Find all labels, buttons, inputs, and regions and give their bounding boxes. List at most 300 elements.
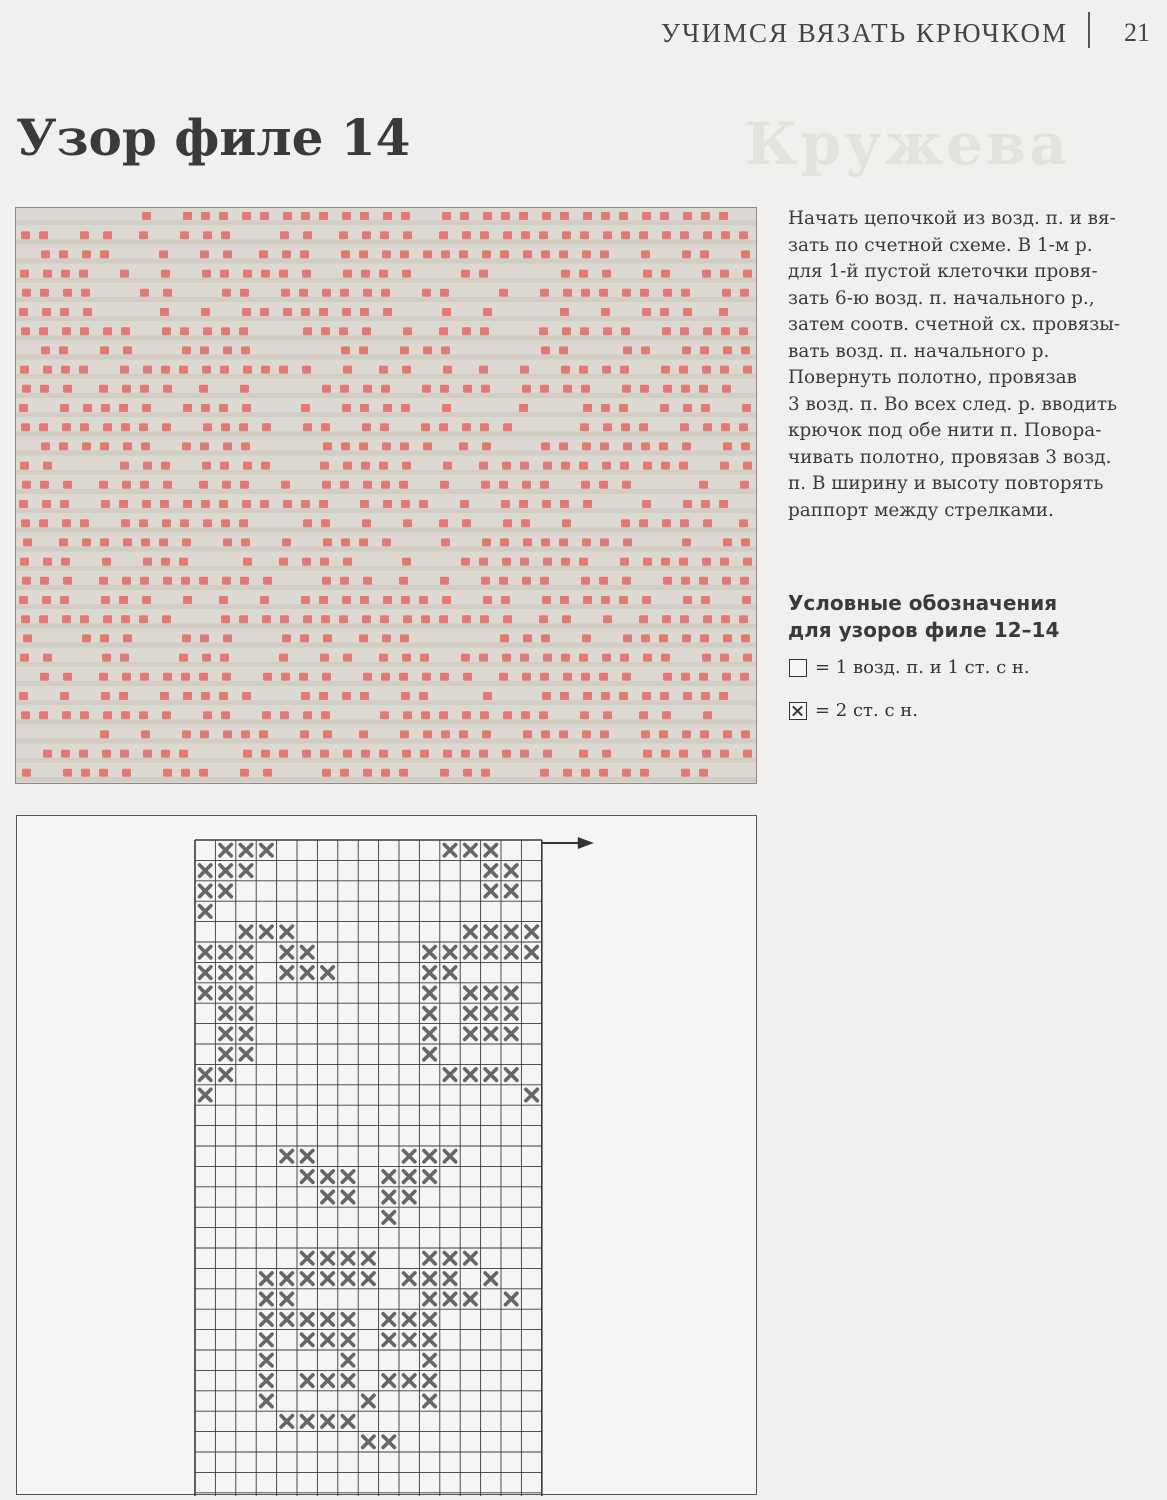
mesh-hole: [43, 558, 52, 566]
cross-mark: [363, 1273, 374, 1284]
cross-mark: [200, 967, 211, 978]
mesh-hole: [101, 500, 110, 508]
mesh-hole: [322, 481, 331, 489]
mesh-hole: [482, 250, 491, 258]
mesh-hole: [40, 577, 49, 585]
mesh-hole: [581, 289, 590, 297]
page-title: Узор филе 14: [16, 108, 411, 167]
mesh-hole: [143, 366, 152, 374]
mesh-hole: [380, 615, 389, 623]
thread-band: [16, 719, 756, 724]
mesh-hole: [559, 538, 568, 546]
mesh-hole: [583, 596, 592, 604]
cross-mark: [424, 987, 435, 998]
mesh-hole: [542, 596, 551, 604]
mesh-hole: [419, 692, 428, 700]
mesh-hole: [101, 596, 110, 604]
mesh-hole: [602, 750, 611, 758]
cross-mark: [404, 1273, 415, 1284]
mesh-hole: [603, 231, 612, 239]
mesh-hole: [580, 327, 589, 335]
mesh-hole: [240, 385, 249, 393]
mesh-hole: [563, 673, 572, 681]
mesh-hole: [320, 750, 329, 758]
mesh-hole: [383, 404, 392, 412]
mesh-hole: [361, 750, 370, 758]
cross-mark: [302, 1171, 313, 1182]
mesh-hole: [663, 577, 672, 585]
mesh-hole: [63, 577, 72, 585]
mesh-hole: [579, 558, 588, 566]
mesh-hole: [682, 250, 691, 258]
mesh-hole: [719, 500, 728, 508]
mesh-hole: [319, 596, 328, 604]
mesh-hole: [321, 711, 330, 719]
mesh-hole: [461, 750, 470, 758]
mesh-hole: [659, 634, 668, 642]
mesh-hole: [683, 308, 692, 316]
cross-mark: [506, 1028, 517, 1039]
mesh-hole: [622, 481, 631, 489]
cross-mark: [526, 1089, 537, 1100]
mesh-hole: [442, 212, 451, 220]
mesh-hole: [83, 308, 92, 316]
mesh-hole: [499, 577, 508, 585]
mesh-hole: [19, 308, 28, 316]
mesh-hole: [463, 673, 472, 681]
mesh-hole: [483, 212, 492, 220]
mesh-hole: [600, 442, 609, 450]
mesh-hole: [319, 212, 328, 220]
mesh-hole: [641, 634, 650, 642]
mesh-hole: [101, 404, 110, 412]
mesh-hole: [601, 308, 610, 316]
mesh-hole: [559, 730, 568, 738]
mesh-hole: [723, 538, 732, 546]
mesh-hole: [459, 442, 468, 450]
mesh-hole: [283, 212, 292, 220]
mesh-hole: [441, 538, 450, 546]
mesh-hole: [739, 423, 748, 431]
mesh-hole: [239, 423, 248, 431]
mesh-hole: [523, 634, 532, 642]
mesh-hole: [220, 654, 229, 662]
mesh-hole: [723, 634, 732, 642]
mesh-hole: [482, 730, 491, 738]
mesh-hole: [59, 346, 68, 354]
mesh-hole: [661, 366, 670, 374]
mesh-hole: [501, 596, 510, 604]
cross-mark: [322, 1273, 333, 1284]
mesh-hole: [403, 711, 412, 719]
mesh-hole: [581, 769, 590, 777]
mesh-hole: [703, 423, 712, 431]
mesh-hole: [600, 730, 609, 738]
mesh-hole: [642, 500, 651, 508]
mesh-hole: [679, 558, 688, 566]
mesh-hole: [462, 231, 471, 239]
mesh-hole: [743, 462, 752, 470]
cross-mark: [220, 987, 231, 998]
mesh-hole: [299, 673, 308, 681]
mesh-hole: [60, 692, 69, 700]
cross-mark: [465, 1293, 476, 1304]
mesh-hole: [701, 500, 710, 508]
mesh-hole: [360, 404, 369, 412]
mesh-hole: [39, 519, 48, 527]
mesh-hole: [159, 250, 168, 258]
mesh-hole: [520, 750, 529, 758]
mesh-hole: [642, 212, 651, 220]
mesh-hole: [43, 654, 52, 662]
mesh-hole: [559, 250, 568, 258]
cross-mark: [261, 1314, 272, 1325]
mesh-hole: [380, 231, 389, 239]
mesh-hole: [363, 385, 372, 393]
mesh-hole: [322, 289, 331, 297]
cross-mark: [383, 1212, 394, 1223]
mesh-hole: [123, 442, 132, 450]
mesh-hole: [563, 385, 572, 393]
mesh-hole: [459, 730, 468, 738]
mesh-hole: [280, 711, 289, 719]
cross-mark: [220, 1049, 231, 1060]
mesh-hole: [242, 692, 251, 700]
mesh-hole: [43, 462, 52, 470]
mesh-hole: [301, 308, 310, 316]
mesh-hole: [399, 577, 408, 585]
thread-band: [16, 643, 756, 648]
mesh-hole: [639, 231, 648, 239]
mesh-hole: [241, 442, 250, 450]
mesh-hole: [222, 289, 231, 297]
cross-mark: [342, 1375, 353, 1386]
mesh-hole: [281, 673, 290, 681]
mesh-hole: [402, 270, 411, 278]
mesh-hole: [299, 289, 308, 297]
mesh-hole: [641, 730, 650, 738]
mesh-hole: [401, 692, 410, 700]
mesh-hole: [340, 385, 349, 393]
cross-mark: [220, 1028, 231, 1039]
mesh-hole: [381, 289, 390, 297]
mesh-hole: [682, 346, 691, 354]
mesh-hole: [703, 615, 712, 623]
mesh-hole: [302, 558, 311, 566]
mesh-hole: [360, 500, 369, 508]
mesh-hole: [439, 327, 448, 335]
mesh-hole: [243, 558, 252, 566]
instruction-line: затем соотв. счетной сх. провязы-: [788, 314, 1121, 335]
mesh-hole: [280, 231, 289, 239]
mesh-hole: [479, 270, 488, 278]
mesh-hole: [242, 500, 251, 508]
cross-mark: [424, 1028, 435, 1039]
mesh-hole: [179, 558, 188, 566]
mesh-hole: [720, 366, 729, 374]
mesh-hole: [701, 692, 710, 700]
mesh-hole: [60, 500, 69, 508]
mesh-hole: [219, 596, 228, 604]
mesh-hole: [582, 730, 591, 738]
mesh-hole: [439, 423, 448, 431]
mesh-hole: [741, 634, 750, 642]
mesh-hole: [163, 577, 172, 585]
cross-mark: [322, 1375, 333, 1386]
mesh-hole: [540, 289, 549, 297]
cross-mark: [240, 926, 251, 937]
mesh-hole: [440, 289, 449, 297]
mesh-hole: [463, 385, 472, 393]
cross-mark: [383, 1334, 394, 1345]
mesh-hole: [561, 366, 570, 374]
mesh-hole: [543, 654, 552, 662]
cross-mark: [404, 1314, 415, 1325]
mesh-hole: [379, 270, 388, 278]
thread-band: [16, 393, 756, 398]
mesh-hole: [262, 711, 271, 719]
mesh-hole: [440, 385, 449, 393]
mesh-hole: [680, 231, 689, 239]
mesh-hole: [359, 346, 368, 354]
mesh-hole: [59, 250, 68, 258]
mesh-hole: [80, 231, 89, 239]
mesh-hole: [703, 519, 712, 527]
mesh-hole: [700, 250, 709, 258]
mesh-hole: [599, 673, 608, 681]
mesh-hole: [519, 404, 528, 412]
mesh-hole: [103, 423, 112, 431]
mesh-hole: [21, 231, 30, 239]
mesh-hole: [100, 346, 109, 354]
mesh-hole: [203, 519, 212, 527]
mesh-hole: [580, 423, 589, 431]
mesh-hole: [623, 442, 632, 450]
mesh-hole: [439, 231, 448, 239]
mesh-hole: [580, 231, 589, 239]
mesh-hole: [240, 289, 249, 297]
mesh-hole: [579, 366, 588, 374]
mesh-hole: [123, 634, 132, 642]
cross-mark: [506, 865, 517, 876]
mesh-hole: [340, 769, 349, 777]
mesh-hole: [623, 346, 632, 354]
mesh-hole: [239, 615, 248, 623]
cross-mark: [404, 1375, 415, 1386]
mesh-hole: [420, 750, 429, 758]
cross-mark: [424, 947, 435, 958]
mesh-hole: [199, 769, 208, 777]
mesh-hole: [622, 289, 631, 297]
mesh-hole: [122, 577, 131, 585]
mesh-hole: [642, 308, 651, 316]
mesh-hole: [639, 519, 648, 527]
mesh-hole: [80, 327, 89, 335]
cross-mark: [322, 1171, 333, 1182]
mesh-hole: [699, 769, 708, 777]
mesh-hole: [519, 500, 528, 508]
mesh-hole: [601, 404, 610, 412]
mesh-hole: [22, 481, 31, 489]
mesh-hole: [401, 212, 410, 220]
cross-mark: [240, 967, 251, 978]
mesh-hole: [523, 538, 532, 546]
mesh-hole: [681, 577, 690, 585]
mesh-hole: [561, 654, 570, 662]
thread-band: [16, 335, 756, 340]
thread-band: [16, 681, 756, 686]
mesh-hole: [221, 327, 230, 335]
mesh-hole: [343, 270, 352, 278]
mesh-hole: [301, 692, 310, 700]
mesh-hole: [719, 308, 728, 316]
thread-band: [16, 278, 756, 283]
mesh-hole: [219, 692, 228, 700]
mesh-hole: [181, 673, 190, 681]
mesh-hole: [341, 442, 350, 450]
mesh-hole: [503, 519, 512, 527]
instruction-line: 3 возд. п. Во всех след. р. вводить: [788, 393, 1118, 415]
mesh-hole: [739, 327, 748, 335]
mesh-hole: [160, 500, 169, 508]
mesh-hole: [60, 308, 69, 316]
cross-mark: [302, 967, 313, 978]
mesh-hole: [62, 615, 71, 623]
mesh-hole: [82, 634, 91, 642]
mesh-hole: [243, 462, 252, 470]
mesh-hole: [543, 750, 552, 758]
cross-mark: [485, 1273, 496, 1284]
mesh-hole: [739, 615, 748, 623]
mesh-hole: [279, 366, 288, 374]
mesh-hole: [641, 442, 650, 450]
cross-mark: [485, 987, 496, 998]
cross-mark: [465, 845, 476, 856]
mesh-hole: [280, 615, 289, 623]
mesh-hole: [42, 500, 51, 508]
mesh-hole: [381, 385, 390, 393]
mesh-hole: [702, 270, 711, 278]
mesh-hole: [643, 558, 652, 566]
mesh-hole: [741, 442, 750, 450]
mesh-hole: [362, 327, 371, 335]
mesh-hole: [303, 327, 312, 335]
mesh-hole: [540, 769, 549, 777]
mesh-hole: [402, 462, 411, 470]
mesh-hole: [342, 692, 351, 700]
instruction-line: чивать полотно, провязав 3 возд.: [788, 446, 1112, 468]
mesh-hole: [260, 596, 269, 604]
mesh-hole: [579, 270, 588, 278]
header-divider: [1088, 12, 1090, 48]
mesh-hole: [303, 423, 312, 431]
cross-mark: [240, 865, 251, 876]
mesh-hole: [342, 404, 351, 412]
mesh-hole: [581, 481, 590, 489]
mesh-hole: [20, 558, 29, 566]
mesh-hole: [501, 500, 510, 508]
repeat-arrow-icon: [542, 837, 594, 849]
cross-mark: [363, 1253, 374, 1264]
mesh-hole: [43, 366, 52, 374]
mesh-hole: [283, 500, 292, 508]
mesh-hole: [259, 730, 268, 738]
cross-mark: [281, 1416, 292, 1427]
mesh-hole: [362, 423, 371, 431]
cross-mark: [444, 1253, 455, 1264]
mesh-hole: [199, 673, 208, 681]
mesh-hole: [220, 270, 229, 278]
cross-mark: [322, 1334, 333, 1345]
mesh-hole: [120, 462, 129, 470]
mesh-hole: [622, 577, 631, 585]
mesh-hole: [742, 404, 751, 412]
mesh-hole: [319, 308, 328, 316]
mesh-hole: [342, 308, 351, 316]
mesh-hole: [581, 673, 590, 681]
empty-square-icon: [789, 659, 807, 677]
cross-mark: [424, 1151, 435, 1162]
mesh-hole: [242, 212, 251, 220]
cross-mark: [281, 967, 292, 978]
mesh-hole: [623, 634, 632, 642]
mesh-hole: [403, 327, 412, 335]
mesh-hole: [382, 250, 391, 258]
mesh-hole: [123, 346, 132, 354]
mesh-hole: [81, 289, 90, 297]
mesh-hole: [223, 346, 232, 354]
mesh-hole: [700, 730, 709, 738]
mesh-hole: [259, 250, 268, 258]
mesh-hole: [320, 558, 329, 566]
cross-mark: [444, 947, 455, 958]
mesh-hole: [59, 442, 68, 450]
mesh-hole: [360, 308, 369, 316]
cross-mark: [342, 1191, 353, 1202]
mesh-hole: [120, 750, 129, 758]
mesh-hole: [602, 270, 611, 278]
mesh-hole: [482, 538, 491, 546]
mesh-hole: [300, 730, 309, 738]
mesh-hole: [402, 366, 411, 374]
mesh-hole: [343, 366, 352, 374]
mesh-hole: [680, 327, 689, 335]
mesh-hole: [343, 558, 352, 566]
cross-mark: [506, 1293, 517, 1304]
mesh-hole: [200, 634, 209, 642]
cross-mark: [444, 1151, 455, 1162]
mesh-hole: [279, 750, 288, 758]
cross-mark: [485, 865, 496, 876]
mesh-hole: [641, 250, 650, 258]
mesh-hole: [139, 423, 148, 431]
mesh-hole: [59, 538, 68, 546]
mesh-hole: [203, 711, 212, 719]
cross-mark: [506, 1008, 517, 1019]
cross-mark: [302, 1273, 313, 1284]
mesh-hole: [359, 730, 368, 738]
mesh-hole: [622, 673, 631, 681]
mesh-hole: [622, 769, 631, 777]
mesh-hole: [21, 615, 30, 623]
mesh-hole: [383, 500, 392, 508]
mesh-hole: [22, 577, 31, 585]
mesh-hole: [262, 615, 271, 623]
mesh-hole: [523, 250, 532, 258]
mesh-hole: [362, 615, 371, 623]
mesh-hole: [63, 289, 72, 297]
thread-band: [16, 239, 756, 244]
